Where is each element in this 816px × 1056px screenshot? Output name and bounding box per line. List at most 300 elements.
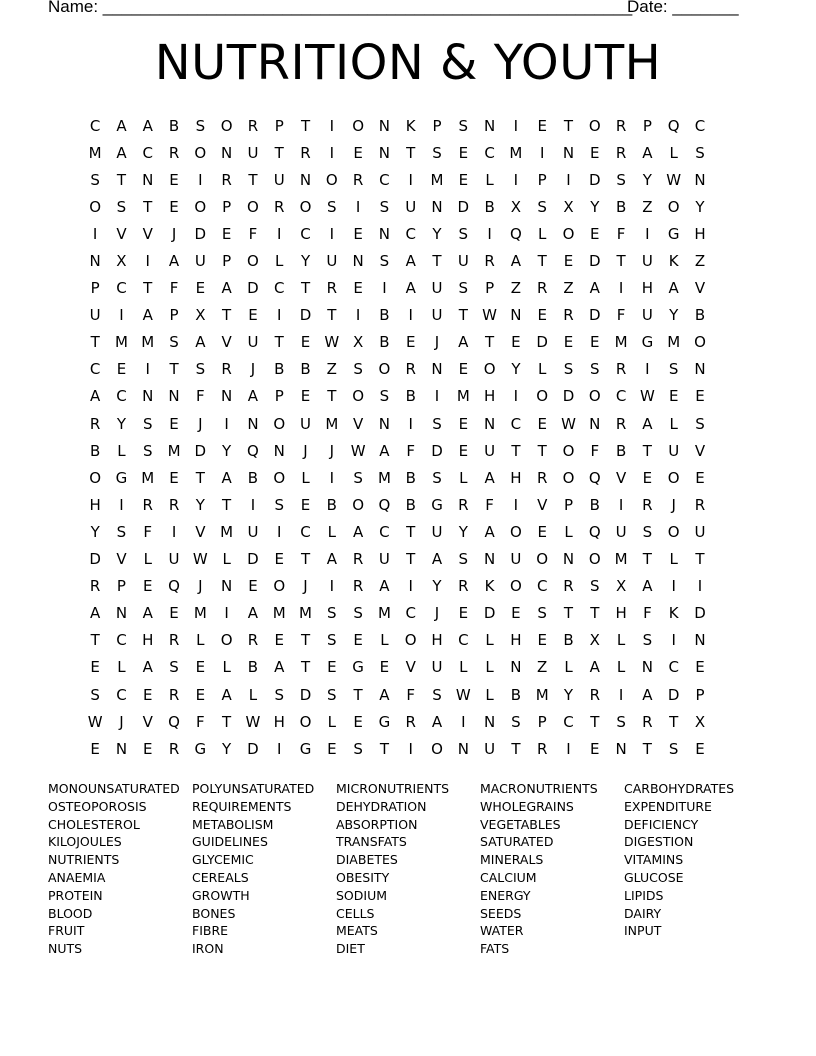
grid-letter[interactable]: H [483,387,496,406]
grid-letter[interactable]: B [90,441,101,460]
grid-letter[interactable]: R [247,116,259,135]
grid-letter[interactable]: T [537,441,547,460]
grid-letter[interactable]: E [248,577,258,596]
grid-letter[interactable]: R [563,306,574,325]
grid-letter[interactable]: S [537,604,547,623]
grid-letter[interactable]: T [590,712,600,731]
grid-letter[interactable]: E [248,306,258,325]
grid-letter[interactable]: E [90,658,100,677]
grid-letter[interactable]: C [116,387,127,406]
grid-letter[interactable]: O [89,468,102,487]
grid-letter[interactable]: R [352,550,364,569]
grid-letter[interactable]: I [198,170,203,189]
grid-letter[interactable]: N [641,658,653,677]
grid-letter[interactable]: K [668,604,679,623]
grid-letter[interactable]: U [431,279,443,298]
grid-letter[interactable]: X [694,712,706,731]
grid-letter[interactable]: L [669,550,678,569]
grid-letter[interactable]: A [642,577,653,596]
grid-letter[interactable]: F [248,224,258,243]
grid-letter[interactable]: A [142,306,153,325]
grid-letter[interactable]: A [458,333,469,352]
grid-letter[interactable]: G [299,739,312,758]
grid-letter[interactable]: C [116,631,127,650]
grid-letter[interactable]: U [247,143,259,162]
grid-letter[interactable]: O [247,197,259,216]
grid-letter[interactable]: D [694,604,706,623]
grid-letter[interactable]: D [589,170,601,189]
grid-letter[interactable]: S [169,658,179,677]
grid-letter[interactable]: N [510,306,522,325]
grid-letter[interactable]: F [406,685,416,704]
grid-letter[interactable]: U [247,522,259,541]
grid-letter[interactable]: I [513,116,519,135]
grid-letter[interactable]: S [274,495,284,514]
grid-letter[interactable]: L [327,712,336,731]
grid-letter[interactable]: E [695,658,705,677]
grid-letter[interactable]: A [589,658,600,677]
grid-letter[interactable]: N [483,116,496,135]
grid-letter[interactable]: U [484,739,496,758]
grid-letter[interactable]: A [90,387,101,406]
grid-letter[interactable]: O [509,522,522,541]
grid-letter[interactable]: A [379,577,390,596]
grid-letter[interactable]: D [247,739,259,758]
grid-letter[interactable]: S [353,468,363,487]
grid-letter[interactable]: K [484,577,495,596]
grid-letter[interactable]: S [458,550,469,569]
grid-letter[interactable]: H [641,279,654,298]
grid-letter[interactable]: A [195,333,206,352]
grid-letter[interactable]: S [90,170,100,189]
grid-letter[interactable]: E [195,279,206,298]
grid-letter[interactable]: I [408,170,413,189]
grid-letter[interactable]: O [667,197,680,216]
grid-letter[interactable]: N [562,143,575,162]
grid-letter[interactable]: E [353,224,363,243]
grid-letter[interactable]: B [405,468,416,487]
grid-letter[interactable]: F [196,712,205,731]
grid-letter[interactable]: B [615,441,627,460]
grid-letter[interactable]: A [142,604,153,623]
grid-letter[interactable]: S [327,604,337,623]
grid-letter[interactable]: A [431,712,443,731]
grid-letter[interactable]: T [458,306,468,325]
grid-letter[interactable]: R [405,360,416,379]
grid-letter[interactable]: E [300,495,311,514]
grid-letter[interactable]: T [90,333,100,352]
grid-letter[interactable]: O [536,550,549,569]
grid-letter[interactable]: O [431,739,443,758]
grid-letter[interactable]: H [694,224,706,243]
grid-letter[interactable]: E [327,658,337,677]
grid-letter[interactable]: S [590,360,600,379]
grid-letter[interactable]: S [458,279,469,298]
grid-letter[interactable]: A [221,468,232,487]
grid-letter[interactable]: A [168,252,180,271]
grid-letter[interactable]: T [406,550,416,569]
grid-letter[interactable]: I [250,495,256,514]
grid-letter[interactable]: E [195,685,206,704]
grid-letter[interactable]: A [221,279,232,298]
grid-letter[interactable]: E [590,739,600,758]
grid-letter[interactable]: Y [590,197,600,216]
grid-letter[interactable]: B [168,116,180,135]
grid-letter[interactable]: I [671,631,676,650]
grid-letter[interactable]: D [299,685,312,704]
grid-letter[interactable]: E [143,577,153,596]
grid-letter[interactable]: O [247,252,259,271]
grid-letter[interactable]: R [168,631,180,650]
grid-letter[interactable]: M [141,468,155,487]
grid-letter[interactable]: Y [511,360,521,379]
grid-letter[interactable]: N [589,414,601,433]
grid-letter[interactable]: M [167,441,181,460]
grid-letter[interactable]: C [484,143,495,162]
grid-letter[interactable]: M [272,604,286,623]
grid-letter[interactable]: N [562,550,575,569]
grid-letter[interactable]: E [353,712,363,731]
grid-letter[interactable]: M [509,143,523,162]
grid-letter[interactable]: E [458,360,469,379]
grid-letter[interactable]: S [563,360,574,379]
grid-letter[interactable]: V [221,333,232,352]
grid-letter[interactable]: I [224,414,229,433]
grid-letter[interactable]: S [379,387,390,406]
grid-letter[interactable]: N [299,170,312,189]
grid-letter[interactable]: R [221,170,232,189]
grid-letter[interactable]: O [667,468,680,487]
grid-letter[interactable]: H [273,712,285,731]
grid-letter[interactable]: E [169,604,179,623]
grid-letter[interactable]: T [143,279,153,298]
grid-letter[interactable]: P [432,116,442,135]
grid-letter[interactable]: H [615,604,627,623]
grid-letter[interactable]: R [615,143,627,162]
grid-letter[interactable]: U [300,414,312,433]
grid-letter[interactable]: D [667,685,680,704]
grid-letter[interactable]: R [536,739,548,758]
grid-letter[interactable]: G [431,495,443,514]
grid-letter[interactable]: L [301,468,310,487]
grid-letter[interactable]: O [667,522,680,541]
grid-letter[interactable]: R [89,577,101,596]
grid-letter[interactable]: X [116,252,127,271]
grid-letter[interactable]: N [221,577,233,596]
grid-letter[interactable]: P [537,170,547,189]
grid-letter[interactable]: E [695,468,705,487]
grid-letter[interactable]: R [615,116,627,135]
grid-letter[interactable]: O [562,468,575,487]
grid-letter[interactable]: T [300,631,311,650]
grid-letter[interactable]: L [538,224,547,243]
grid-letter[interactable]: R [168,143,180,162]
grid-letter[interactable]: N [483,414,496,433]
grid-letter[interactable]: I [145,360,150,379]
grid-letter[interactable]: T [511,739,521,758]
grid-letter[interactable]: T [274,143,284,162]
grid-letter[interactable]: I [408,577,413,596]
grid-letter[interactable]: I [513,495,519,514]
grid-letter[interactable]: A [642,414,653,433]
grid-letter[interactable]: R [168,685,180,704]
grid-letter[interactable]: W [87,712,103,731]
grid-letter[interactable]: S [327,197,337,216]
grid-letter[interactable]: Y [695,197,705,216]
grid-letter[interactable]: E [511,604,521,623]
grid-letter[interactable]: P [274,116,284,135]
grid-letter[interactable]: I [618,279,624,298]
grid-letter[interactable]: L [485,685,494,704]
grid-letter[interactable]: L [380,631,389,650]
grid-letter[interactable]: C [116,279,127,298]
grid-letter[interactable]: I [355,306,361,325]
grid-letter[interactable]: A [510,252,522,271]
grid-letter[interactable]: L [248,685,258,704]
grid-letter[interactable]: L [564,658,573,677]
grid-letter[interactable]: S [432,414,442,433]
grid-letter[interactable]: C [379,522,390,541]
grid-letter[interactable]: C [510,414,522,433]
grid-letter[interactable]: S [695,414,705,433]
grid-letter[interactable]: J [250,360,256,379]
grid-letter[interactable]: A [142,116,153,135]
grid-letter[interactable]: O [325,170,338,189]
grid-letter[interactable]: N [378,116,391,135]
grid-letter[interactable]: R [168,495,180,514]
grid-letter[interactable]: R [615,414,627,433]
grid-letter[interactable]: I [329,577,335,596]
grid-letter[interactable]: R [89,414,101,433]
grid-letter[interactable]: T [300,116,311,135]
grid-letter[interactable]: H [89,495,101,514]
grid-letter[interactable]: Q [588,468,601,487]
grid-letter[interactable]: E [90,739,100,758]
grid-letter[interactable]: L [669,414,678,433]
grid-letter[interactable]: N [694,170,706,189]
grid-letter[interactable]: L [222,658,231,677]
grid-letter[interactable]: T [642,739,652,758]
grid-letter[interactable]: B [274,360,285,379]
grid-letter[interactable]: Y [432,224,442,243]
grid-letter[interactable]: S [642,631,653,650]
grid-letter[interactable]: T [274,333,284,352]
grid-letter[interactable]: J [119,712,124,731]
grid-letter[interactable]: E [537,116,547,135]
grid-letter[interactable]: B [484,197,495,216]
grid-letter[interactable]: E [300,333,311,352]
grid-letter[interactable]: N [615,739,627,758]
grid-letter[interactable]: O [588,116,601,135]
grid-letter[interactable]: E [563,333,574,352]
grid-letter[interactable]: L [616,631,626,650]
grid-letter[interactable]: D [247,550,259,569]
grid-letter[interactable]: F [406,441,416,460]
grid-letter[interactable]: M [220,522,234,541]
grid-letter[interactable]: S [458,116,469,135]
grid-letter[interactable]: X [589,631,600,650]
grid-letter[interactable]: R [536,279,548,298]
grid-letter[interactable]: Y [222,441,232,460]
grid-letter[interactable]: T [195,468,205,487]
grid-letter[interactable]: Y [642,170,652,189]
grid-letter[interactable]: T [222,495,232,514]
grid-letter[interactable]: Y [116,414,127,433]
grid-letter[interactable]: B [405,387,416,406]
grid-letter[interactable]: O [404,631,417,650]
grid-letter[interactable]: I [487,224,492,243]
grid-letter[interactable]: Z [326,360,337,379]
grid-letter[interactable]: X [510,197,522,216]
grid-letter[interactable]: A [116,143,127,162]
grid-letter[interactable]: R [405,712,416,731]
grid-letter[interactable]: D [562,387,575,406]
grid-letter[interactable]: I [329,116,335,135]
grid-letter[interactable]: I [277,522,282,541]
grid-letter[interactable]: D [457,197,470,216]
grid-letter[interactable]: Y [669,306,679,325]
grid-letter[interactable]: A [379,441,390,460]
grid-letter[interactable]: V [694,279,706,298]
grid-letter[interactable]: R [642,495,653,514]
grid-letter[interactable]: B [510,685,522,704]
grid-letter[interactable]: P [563,495,574,514]
name-field-label[interactable]: Name: ________________________________________________________ [48,0,633,16]
grid-letter[interactable]: B [694,306,706,325]
grid-letter[interactable]: O [299,712,312,731]
grid-letter[interactable]: S [668,360,679,379]
grid-letter[interactable]: S [195,360,206,379]
grid-letter[interactable]: B [589,495,600,514]
grid-letter[interactable]: U [431,522,443,541]
grid-letter[interactable]: E [458,441,469,460]
grid-letter[interactable]: E [143,739,153,758]
grid-letter[interactable]: N [431,360,443,379]
grid-letter[interactable]: C [89,116,101,135]
grid-letter[interactable]: S [116,197,127,216]
grid-letter[interactable]: E [590,143,600,162]
grid-letter[interactable]: R [142,495,153,514]
grid-letter[interactable]: Y [222,739,232,758]
grid-letter[interactable]: A [221,685,232,704]
grid-letter[interactable]: N [273,441,285,460]
grid-letter[interactable]: D [536,333,548,352]
grid-letter[interactable]: L [117,658,126,677]
grid-letter[interactable]: M [325,414,339,433]
grid-letter[interactable]: V [142,712,153,731]
grid-letter[interactable]: O [273,577,286,596]
grid-letter[interactable]: D [89,550,101,569]
grid-letter[interactable]: E [195,658,206,677]
grid-letter[interactable]: R [247,631,259,650]
grid-letter[interactable]: T [353,685,363,704]
grid-letter[interactable]: L [222,550,231,569]
grid-letter[interactable]: W [482,306,498,325]
grid-letter[interactable]: N [378,143,391,162]
grid-letter[interactable]: I [618,495,624,514]
grid-letter[interactable]: I [171,522,177,541]
grid-letter[interactable]: L [485,631,494,650]
grid-letter[interactable]: O [299,197,312,216]
grid-letter[interactable]: F [643,604,652,623]
grid-letter[interactable]: Q [667,116,680,135]
grid-letter[interactable]: E [405,333,416,352]
grid-letter[interactable]: B [379,333,390,352]
grid-letter[interactable]: B [247,658,259,677]
grid-letter[interactable]: R [615,360,627,379]
grid-letter[interactable]: T [616,252,626,271]
grid-letter[interactable]: D [589,252,601,271]
grid-letter[interactable]: I [277,306,282,325]
grid-letter[interactable]: E [353,279,363,298]
grid-letter[interactable]: L [538,360,547,379]
grid-letter[interactable]: V [195,522,206,541]
grid-letter[interactable]: K [405,116,416,135]
grid-letter[interactable]: R [326,279,338,298]
grid-letter[interactable]: I [355,197,361,216]
grid-letter[interactable]: Z [537,658,548,677]
grid-letter[interactable]: T [222,712,232,731]
grid-letter[interactable]: U [89,306,101,325]
date-field-label[interactable]: Date: _______ [627,0,739,16]
grid-letter[interactable]: X [352,333,364,352]
grid-letter[interactable]: S [590,577,600,596]
grid-letter[interactable]: T [90,631,100,650]
grid-letter[interactable]: S [668,739,679,758]
grid-letter[interactable]: C [405,604,416,623]
grid-letter[interactable]: I [618,685,624,704]
grid-letter[interactable]: S [353,604,363,623]
grid-letter[interactable]: R [168,739,180,758]
grid-letter[interactable]: M [667,333,681,352]
grid-letter[interactable]: Z [642,197,653,216]
grid-letter[interactable]: S [616,170,626,189]
grid-letter[interactable]: E [537,306,547,325]
grid-letter[interactable]: U [405,197,417,216]
grid-letter[interactable]: U [273,170,285,189]
grid-letter[interactable]: M [614,550,628,569]
grid-letter[interactable]: N [168,387,180,406]
grid-letter[interactable]: N [142,170,154,189]
grid-letter[interactable]: R [642,712,653,731]
grid-letter[interactable]: I [645,224,650,243]
grid-letter[interactable]: Y [432,577,442,596]
grid-letter[interactable]: W [324,333,340,352]
grid-letter[interactable]: E [327,739,337,758]
grid-letter[interactable]: U [326,252,338,271]
grid-letter[interactable]: H [142,631,154,650]
grid-letter[interactable]: O [352,116,365,135]
grid-letter[interactable]: S [327,685,337,704]
grid-letter[interactable]: N [694,631,706,650]
grid-letter[interactable]: Y [458,522,468,541]
grid-letter[interactable]: P [274,387,284,406]
grid-letter[interactable]: S [642,522,653,541]
grid-letter[interactable]: S [90,685,100,704]
grid-letter[interactable]: S [353,360,363,379]
grid-letter[interactable]: E [537,522,547,541]
grid-letter[interactable]: N [378,414,391,433]
grid-letter[interactable]: X [563,197,574,216]
grid-letter[interactable]: O [352,495,365,514]
grid-letter[interactable]: J [303,441,308,460]
grid-letter[interactable]: D [431,441,443,460]
grid-letter[interactable]: S [142,414,153,433]
grid-letter[interactable]: J [198,414,203,433]
grid-letter[interactable]: V [615,468,627,487]
grid-letter[interactable]: N [89,252,101,271]
grid-letter[interactable]: J [434,333,440,352]
